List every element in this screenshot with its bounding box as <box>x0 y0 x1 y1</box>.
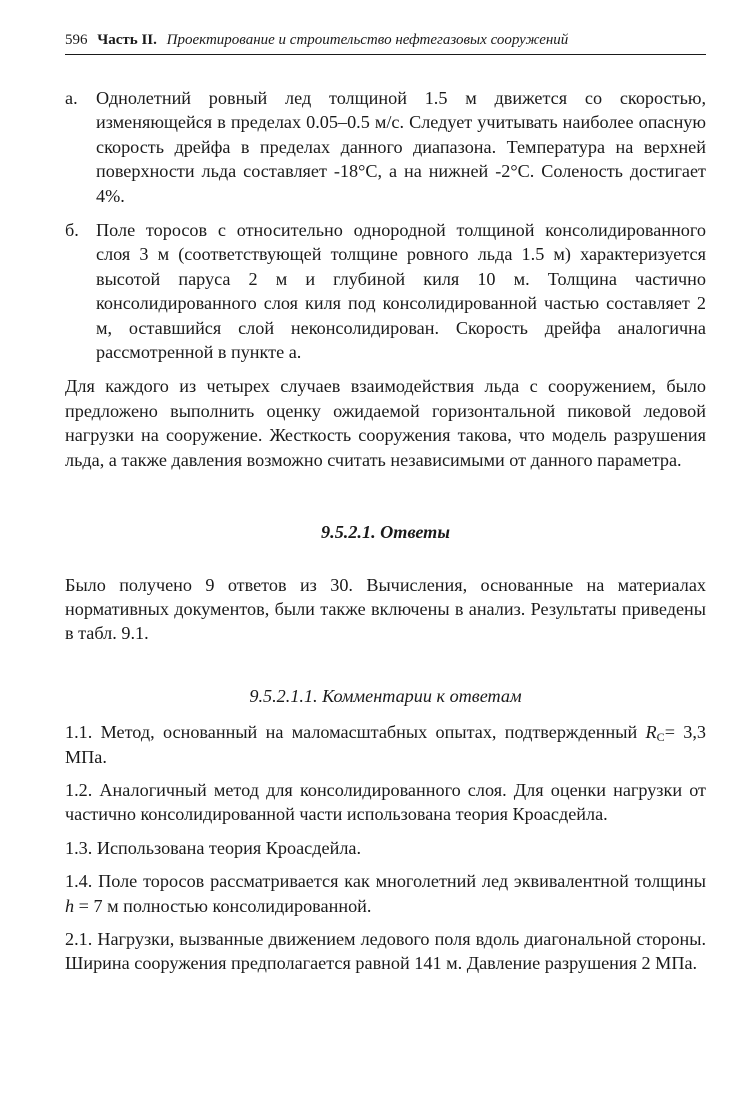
comment-1-4 <box>65 869 706 918</box>
running-title: Проектирование и строительство нефтегазовых сооружений <box>166 32 569 48</box>
list-item-a <box>65 86 706 208</box>
comment-text: 1.1. Метод, основанный на маломасштабных опытах, подтвержденный <box>65 722 638 743</box>
page-body <box>65 86 706 985</box>
subsection-heading: 9.5.2.1.1. Комментарии к ответам <box>249 685 522 706</box>
list-item-b <box>65 218 706 364</box>
list-item-text: Однолетний ровный лед толщиной 1.5 м движется со скоростью, изменяющейся в пределах 0.05–0.5 м/с. Следует учитывать наиболее опасную скорость дрейфа в пределах данного диапазона. Температура на верхней поверхности льда составляет -18°С, а на нижней -2°С. Соленость достигает 4%. <box>96 88 706 206</box>
page-number: 596 <box>65 32 88 48</box>
list-marker: б. <box>65 220 79 241</box>
list-item-text: Поле торосов с относительно однородной толщиной консолидированного слоя 3 м (соответствующей толщине ровного льда 1.5 м) характеризуется высотой паруса 2 м и глубиной киля 10 м. Толщина частично консолидированного слоя киля под консолидированной частью составляет 2 м, оставшийся слой неконсолидирован. Скорость дрейфа аналогична рассмотренной в пункте а. <box>96 220 706 363</box>
part-label: Часть II. <box>97 32 157 48</box>
list-marker: а. <box>65 88 78 108</box>
header-rule <box>65 54 706 55</box>
comment-tail: = 3,3 МПа. <box>65 722 706 767</box>
comment-1-3: 1.3. Использована теория Кроасдейла. <box>65 837 362 858</box>
subscript-c: C <box>656 730 665 745</box>
comment-text: 1.4. Поле торосов рассматривается как многолетний лед эквивалентной толщины <box>65 871 706 892</box>
comment-tail: = 7 м полностью консолидированной. <box>78 895 372 916</box>
comment-1-2: 1.2. Аналогичный метод для консолидированного слоя. Для оценки нагрузки от частично консолидированной части использована теория Кроасдейла. <box>65 779 706 825</box>
variable-h: h <box>65 895 75 916</box>
comment-2-1: 2.1. Нагрузки, вызванные движением ледового поля вдоль диагональной стороны. Ширина сооружения предполагается равной 141 м. Давление разрушения 2 МПа. <box>65 928 706 974</box>
paragraph-answers: Было получено 9 ответов из 30. Вычисления, основанные на материалах нормативных документов, были также включены в анализ. Результаты приведены в табл. 9.1. <box>65 574 706 644</box>
section-heading: 9.5.2.1. Ответы <box>321 522 450 543</box>
running-header <box>65 30 705 50</box>
comment-1-1 <box>65 720 706 769</box>
variable-r: R <box>645 722 657 743</box>
paragraph-task: Для каждого из четырех случаев взаимодействия льда с сооружением, было предложено выполнить оценку ожидаемой горизонтальной пиковой ледовой нагрузки на сооружение. Жесткость сооружения такова, что модель разрушения льда, а также давления возможно считать независимыми от данного параметра. <box>65 376 706 470</box>
